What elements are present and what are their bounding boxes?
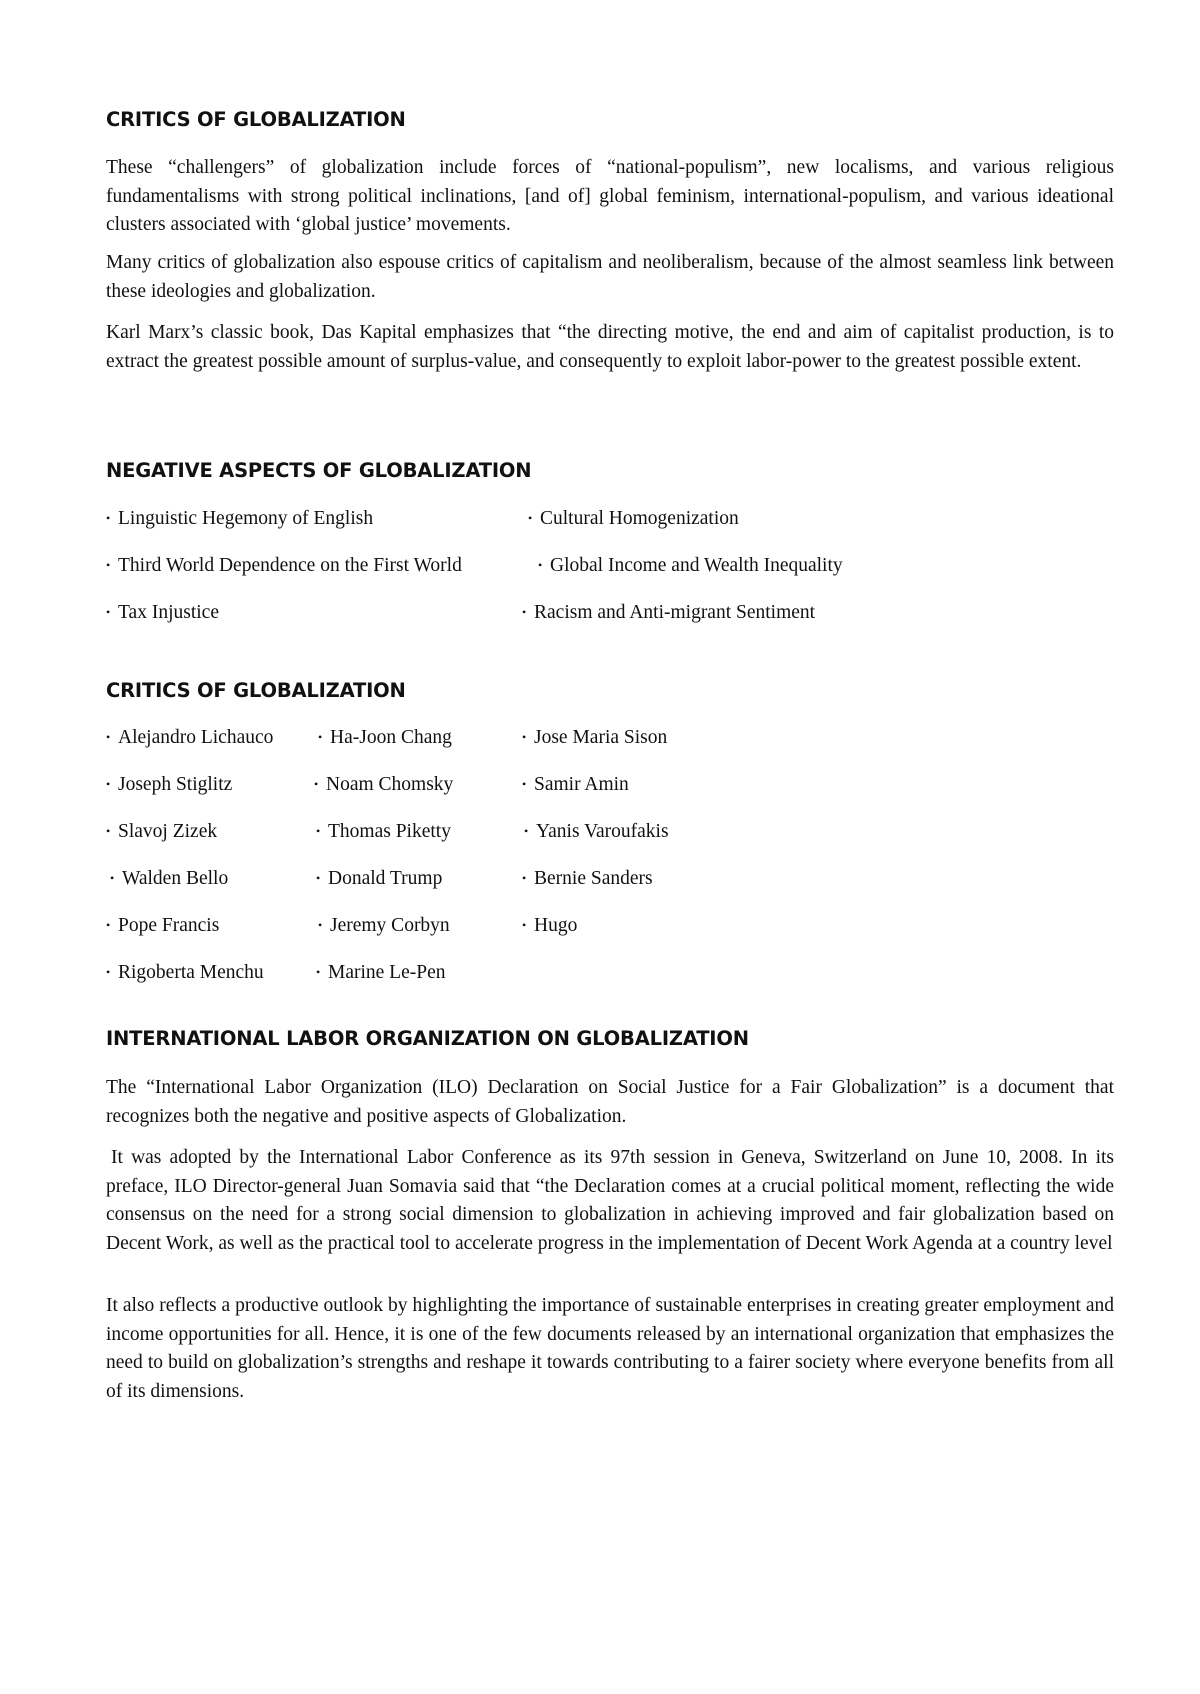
list-item: • Jose Maria Sison: [522, 727, 668, 748]
section-heading-ilo: INTERNATIONAL LABOR ORGANIZATION ON GLOBALIZATION: [106, 1027, 749, 1050]
list-row: [106, 960, 1114, 1007]
list-item: • Walden Bello: [110, 868, 229, 889]
list-item: • Racism and Anti-migrant Sentiment: [522, 602, 816, 623]
paragraph: The “International Labor Organization (ILO) Declaration on Social Justice for a Fair Globalization” is a document that recognizes both the negative and positive aspects of Globalization.: [106, 1077, 1114, 1127]
list-item: • Slavoj Zizek: [106, 821, 218, 842]
bullet-icon: •: [106, 777, 111, 791]
list-item: • Cultural Homogenization: [528, 508, 739, 529]
bullet-icon: •: [106, 918, 111, 932]
list-item: • Third World Dependence on the First World: [106, 555, 462, 576]
bullet-icon: •: [316, 824, 321, 838]
list-row: [106, 819, 1114, 866]
list-item: • Bernie Sanders: [522, 868, 653, 889]
bullet-icon: •: [522, 918, 527, 932]
section-heading-critics-list: CRITICS OF GLOBALIZATION: [106, 679, 406, 702]
section-heading-critics: CRITICS OF GLOBALIZATION: [106, 108, 406, 131]
list-item: • Jeremy Corbyn: [318, 915, 450, 936]
negative-aspects-list: [106, 506, 1114, 647]
list-row: [106, 725, 1114, 772]
list-row: [106, 913, 1114, 960]
list-item: • Tax Injustice: [106, 602, 219, 623]
bullet-icon: •: [318, 918, 323, 932]
bullet-icon: •: [106, 605, 111, 619]
bullet-icon: •: [106, 730, 111, 744]
bullet-icon: •: [528, 511, 533, 525]
list-item: • Linguistic Hegemony of English: [106, 508, 374, 529]
list-item: • Joseph Stiglitz: [106, 774, 233, 795]
list-row: [106, 600, 1114, 647]
bullet-icon: •: [522, 777, 527, 791]
list-item: • Rigoberta Menchu: [106, 962, 264, 983]
list-item: • Donald Trump: [316, 868, 443, 889]
bullet-icon: •: [316, 871, 321, 885]
list-row: [106, 506, 1114, 553]
bullet-icon: •: [106, 824, 111, 838]
paragraph: Many critics of globalization also espouse critics of capitalism and neoliberalism, because of the almost seamless link between these ideologies and globalization.: [106, 252, 1114, 302]
list-item: • Pope Francis: [106, 915, 220, 936]
bullet-icon: •: [110, 871, 115, 885]
paragraph: These “challengers” of globalization include forces of “national-populism”, new localisms, and various religious fundamentalisms with strong political inclinations, [and of] global feminism, international-populism, and various ideational clusters associated with ‘global justice’ movements.: [106, 157, 1114, 235]
bullet-icon: •: [316, 965, 321, 979]
list-row: [106, 553, 1114, 600]
bullet-icon: •: [522, 730, 527, 744]
list-item: • Marine Le-Pen: [316, 962, 446, 983]
paragraph: It also reflects a productive outlook by highlighting the importance of sustainable enterprises in creating greater employment and income opportunities for all. Hence, it is one of the few documents released by an international organization that emphasizes the need to build on globalization’s strengths and reshape it towards contributing to a fairer society where everyone benefits from all of its dimensions.: [106, 1295, 1114, 1402]
bullet-icon: •: [106, 511, 111, 525]
list-item: • Alejandro Lichauco: [106, 727, 274, 748]
list-item: • Noam Chomsky: [314, 774, 454, 795]
bullet-icon: •: [314, 777, 319, 791]
bullet-icon: •: [522, 605, 527, 619]
list-item: • Global Income and Wealth Inequality: [538, 555, 843, 576]
bullet-icon: •: [538, 558, 543, 572]
bullet-icon: •: [106, 558, 111, 572]
list-item: • Ha-Joon Chang: [318, 727, 452, 748]
list-item: • Hugo: [522, 915, 578, 936]
bullet-icon: •: [524, 824, 529, 838]
list-item: • Thomas Piketty: [316, 821, 451, 842]
paragraph: Karl Marx’s classic book, Das Kapital emphasizes that “the directing motive, the end and aim of capitalist production, is to extract the greatest possible amount of surplus-value, and consequently to exploit labor-power to the greatest possible extent.: [106, 322, 1114, 372]
list-item: • Yanis Varoufakis: [524, 821, 669, 842]
list-item: • Samir Amin: [522, 774, 629, 795]
critics-list: [106, 725, 1114, 1007]
bullet-icon: •: [522, 871, 527, 885]
section-heading-negative-aspects: NEGATIVE ASPECTS OF GLOBALIZATION: [106, 459, 532, 482]
paragraph: It was adopted by the International Labor Conference as its 97th session in Geneva, Switzerland on June 10, 2008. In its preface, ILO Director-general Juan Somavia said that “the Declaration comes at a crucial political moment, reflecting the wide consensus on the need for a strong social dimension to globalization in achieving improved and fair globalization based on Decent Work, as well as the practical tool to accelerate progress in the implementation of Decent Work Agenda at a country level: [106, 1147, 1114, 1254]
bullet-icon: •: [106, 965, 111, 979]
bullet-icon: •: [318, 730, 323, 744]
list-row: [106, 772, 1114, 819]
list-row: [106, 866, 1114, 913]
